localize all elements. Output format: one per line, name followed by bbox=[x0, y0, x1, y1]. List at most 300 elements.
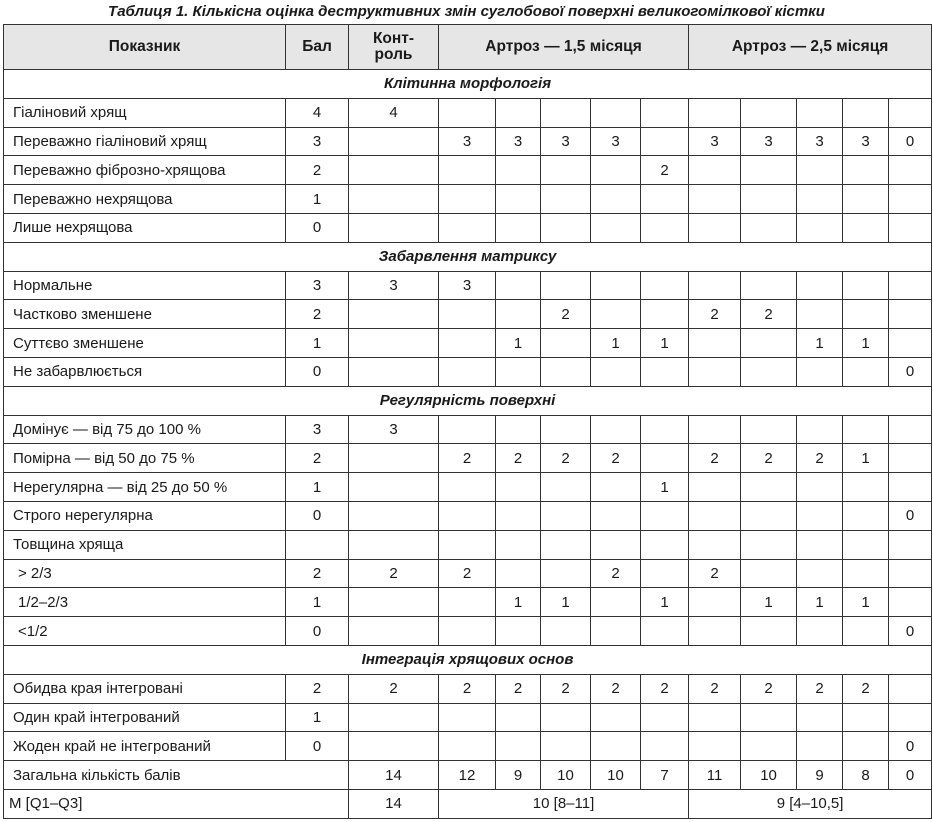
score-cell: 3 bbox=[286, 271, 349, 300]
row-label: Лише нехрящова bbox=[4, 213, 286, 242]
value-cell bbox=[349, 473, 439, 502]
value-cell: 1 bbox=[496, 329, 541, 358]
value-cell: 2 bbox=[591, 559, 641, 588]
table-caption: Таблиця 1. Кількісна оцінка деструктивних змін суглобової поверхні великогомілкової кістки bbox=[108, 3, 825, 20]
table-row bbox=[4, 732, 932, 761]
value-cell: 2 bbox=[541, 674, 591, 703]
value-cell: 1 bbox=[496, 588, 541, 617]
value-cell bbox=[496, 156, 541, 185]
value-cell bbox=[797, 703, 843, 732]
value-cell: 1 bbox=[843, 444, 889, 473]
value-cell bbox=[439, 357, 496, 386]
value-cell bbox=[496, 271, 541, 300]
value-cell: 1 bbox=[641, 329, 689, 358]
value-cell bbox=[349, 300, 439, 329]
value-cell: 2 bbox=[591, 674, 641, 703]
value-cell: 3 bbox=[591, 127, 641, 156]
value-cell bbox=[741, 185, 797, 214]
value-cell bbox=[541, 703, 591, 732]
value-cell bbox=[889, 444, 932, 473]
table-row bbox=[4, 415, 932, 444]
header-score: Бал bbox=[286, 25, 349, 70]
value-cell: 2 bbox=[741, 300, 797, 329]
value-cell: 2 bbox=[591, 444, 641, 473]
total-cell: 9 bbox=[797, 761, 843, 790]
total-cell: 8 bbox=[843, 761, 889, 790]
value-cell bbox=[689, 732, 741, 761]
value-cell bbox=[496, 213, 541, 242]
value-cell bbox=[843, 473, 889, 502]
value-cell: 0 bbox=[889, 617, 932, 646]
section-row bbox=[4, 242, 932, 271]
value-cell bbox=[541, 98, 591, 127]
value-cell bbox=[591, 357, 641, 386]
value-cell: 2 bbox=[741, 444, 797, 473]
value-cell: 1 bbox=[641, 588, 689, 617]
value-cell bbox=[496, 98, 541, 127]
value-cell bbox=[889, 415, 932, 444]
score-cell: 1 bbox=[286, 703, 349, 732]
value-cell bbox=[741, 329, 797, 358]
value-cell bbox=[349, 329, 439, 358]
value-cell bbox=[541, 473, 591, 502]
value-cell bbox=[439, 588, 496, 617]
value-cell bbox=[641, 213, 689, 242]
table-row bbox=[4, 213, 932, 242]
value-cell bbox=[496, 501, 541, 530]
value-cell: 4 bbox=[349, 98, 439, 127]
value-cell bbox=[689, 501, 741, 530]
score-cell: 3 bbox=[286, 415, 349, 444]
total-cell: 10 bbox=[741, 761, 797, 790]
value-cell bbox=[843, 617, 889, 646]
section-row bbox=[4, 70, 932, 99]
value-cell bbox=[689, 473, 741, 502]
value-cell bbox=[741, 617, 797, 646]
value-cell bbox=[741, 98, 797, 127]
value-cell bbox=[797, 98, 843, 127]
value-cell bbox=[439, 213, 496, 242]
row-label: 1/2–2/3 bbox=[4, 588, 286, 617]
value-cell: 2 bbox=[843, 674, 889, 703]
value-cell bbox=[439, 617, 496, 646]
value-cell bbox=[889, 473, 932, 502]
value-cell bbox=[541, 185, 591, 214]
scores-table bbox=[3, 24, 932, 819]
table-row bbox=[4, 300, 932, 329]
section-title: Забарвлення матриксу bbox=[4, 242, 932, 271]
value-cell: 0 bbox=[889, 501, 932, 530]
value-cell bbox=[889, 674, 932, 703]
value-cell bbox=[541, 357, 591, 386]
value-cell: 0 bbox=[889, 127, 932, 156]
value-cell bbox=[797, 300, 843, 329]
value-cell bbox=[541, 415, 591, 444]
header-control bbox=[349, 25, 439, 70]
value-cell bbox=[741, 156, 797, 185]
value-cell: 1 bbox=[541, 588, 591, 617]
value-cell bbox=[843, 703, 889, 732]
value-cell: 3 bbox=[797, 127, 843, 156]
value-cell bbox=[741, 271, 797, 300]
value-cell bbox=[641, 185, 689, 214]
row-label: Один край інтегрований bbox=[4, 703, 286, 732]
header-indicator: Показник bbox=[4, 25, 286, 70]
value-cell bbox=[349, 213, 439, 242]
value-cell bbox=[591, 703, 641, 732]
table-row bbox=[4, 473, 932, 502]
value-cell bbox=[439, 703, 496, 732]
value-cell bbox=[797, 271, 843, 300]
value-cell bbox=[689, 588, 741, 617]
value-cell bbox=[496, 415, 541, 444]
score-cell: 2 bbox=[286, 300, 349, 329]
value-cell bbox=[641, 617, 689, 646]
value-cell bbox=[843, 98, 889, 127]
value-cell bbox=[349, 357, 439, 386]
value-cell: 3 bbox=[439, 271, 496, 300]
value-cell: 2 bbox=[641, 674, 689, 703]
value-cell bbox=[591, 213, 641, 242]
value-cell: 1 bbox=[797, 329, 843, 358]
header-arthrosis-2-5: Артроз — 2,5 місяця bbox=[689, 25, 932, 70]
value-cell: 2 bbox=[797, 444, 843, 473]
score-cell: 1 bbox=[286, 329, 349, 358]
value-cell bbox=[541, 501, 591, 530]
value-cell: 0 bbox=[889, 357, 932, 386]
value-cell: 3 bbox=[541, 127, 591, 156]
median-control: 14 bbox=[349, 789, 439, 818]
median-arthrosis-2-5: 9 [4–10,5] bbox=[689, 789, 932, 818]
row-label: Частково зменшене bbox=[4, 300, 286, 329]
value-cell bbox=[689, 530, 741, 559]
score-cell bbox=[286, 530, 349, 559]
value-cell bbox=[741, 732, 797, 761]
value-cell bbox=[741, 559, 797, 588]
score-cell: 2 bbox=[286, 444, 349, 473]
value-cell bbox=[541, 559, 591, 588]
value-cell bbox=[541, 617, 591, 646]
table-body bbox=[4, 70, 932, 819]
score-cell: 0 bbox=[286, 213, 349, 242]
value-cell bbox=[439, 98, 496, 127]
value-cell bbox=[541, 732, 591, 761]
value-cell: 2 bbox=[349, 559, 439, 588]
value-cell bbox=[591, 98, 641, 127]
value-cell bbox=[496, 530, 541, 559]
value-cell bbox=[641, 300, 689, 329]
value-cell: 3 bbox=[843, 127, 889, 156]
table-row bbox=[4, 185, 932, 214]
value-cell bbox=[591, 617, 641, 646]
value-cell: 2 bbox=[541, 444, 591, 473]
table-row bbox=[4, 156, 932, 185]
value-cell bbox=[349, 444, 439, 473]
value-cell bbox=[496, 300, 541, 329]
total-cell: 12 bbox=[439, 761, 496, 790]
value-cell bbox=[797, 559, 843, 588]
value-cell bbox=[591, 473, 641, 502]
row-label: Обидва края інтегровані bbox=[4, 674, 286, 703]
row-label: Гіаліновий хрящ bbox=[4, 98, 286, 127]
value-cell bbox=[349, 530, 439, 559]
value-cell bbox=[843, 530, 889, 559]
total-cell: 11 bbox=[689, 761, 741, 790]
value-cell: 1 bbox=[591, 329, 641, 358]
value-cell bbox=[889, 185, 932, 214]
median-arthrosis-1-5: 10 [8–11] bbox=[439, 789, 689, 818]
value-cell: 2 bbox=[439, 559, 496, 588]
value-cell bbox=[689, 271, 741, 300]
value-cell: 2 bbox=[496, 674, 541, 703]
row-label: Переважно гіаліновий хрящ bbox=[4, 127, 286, 156]
row-label: > 2/3 bbox=[4, 559, 286, 588]
value-cell bbox=[889, 98, 932, 127]
value-cell bbox=[439, 415, 496, 444]
score-cell: 2 bbox=[286, 674, 349, 703]
value-cell bbox=[889, 271, 932, 300]
section-row bbox=[4, 386, 932, 415]
value-cell bbox=[496, 732, 541, 761]
score-cell: 1 bbox=[286, 185, 349, 214]
value-cell bbox=[689, 357, 741, 386]
score-cell: 0 bbox=[286, 732, 349, 761]
total-cell: 14 bbox=[349, 761, 439, 790]
value-cell bbox=[349, 617, 439, 646]
value-cell bbox=[641, 703, 689, 732]
value-cell bbox=[641, 559, 689, 588]
table-row bbox=[4, 444, 932, 473]
total-label: Загальна кількість балів bbox=[4, 761, 349, 790]
value-cell bbox=[843, 156, 889, 185]
value-cell: 2 bbox=[541, 300, 591, 329]
value-cell: 3 bbox=[439, 127, 496, 156]
value-cell bbox=[591, 156, 641, 185]
value-cell bbox=[797, 530, 843, 559]
total-cell: 9 bbox=[496, 761, 541, 790]
value-cell bbox=[797, 473, 843, 502]
value-cell: 2 bbox=[641, 156, 689, 185]
value-cell bbox=[889, 530, 932, 559]
row-label: Суттєво зменшене bbox=[4, 329, 286, 358]
value-cell: 2 bbox=[439, 674, 496, 703]
value-cell bbox=[541, 329, 591, 358]
value-cell bbox=[689, 617, 741, 646]
header-row bbox=[4, 25, 932, 70]
median-row bbox=[4, 789, 932, 818]
value-cell bbox=[496, 559, 541, 588]
value-cell bbox=[591, 588, 641, 617]
score-cell: 3 bbox=[286, 127, 349, 156]
value-cell bbox=[797, 357, 843, 386]
value-cell bbox=[349, 501, 439, 530]
value-cell bbox=[541, 213, 591, 242]
value-cell bbox=[641, 357, 689, 386]
value-cell: 1 bbox=[843, 588, 889, 617]
score-cell: 2 bbox=[286, 559, 349, 588]
value-cell bbox=[741, 357, 797, 386]
value-cell bbox=[889, 329, 932, 358]
value-cell bbox=[797, 501, 843, 530]
row-label: Нормальне bbox=[4, 271, 286, 300]
value-cell: 2 bbox=[689, 559, 741, 588]
value-cell: 2 bbox=[689, 674, 741, 703]
value-cell bbox=[843, 732, 889, 761]
value-cell bbox=[591, 501, 641, 530]
value-cell bbox=[541, 530, 591, 559]
row-label: Нерегулярна — від 25 до 50 % bbox=[4, 473, 286, 502]
value-cell bbox=[591, 415, 641, 444]
value-cell bbox=[889, 300, 932, 329]
value-cell: 3 bbox=[689, 127, 741, 156]
value-cell bbox=[689, 703, 741, 732]
value-cell bbox=[641, 444, 689, 473]
value-cell bbox=[591, 271, 641, 300]
value-cell bbox=[689, 156, 741, 185]
value-cell bbox=[843, 213, 889, 242]
value-cell bbox=[741, 213, 797, 242]
table-row bbox=[4, 357, 932, 386]
score-cell: 0 bbox=[286, 357, 349, 386]
header-control-line1: Конт- bbox=[372, 30, 415, 47]
value-cell bbox=[591, 732, 641, 761]
value-cell bbox=[889, 588, 932, 617]
value-cell bbox=[741, 415, 797, 444]
value-cell bbox=[496, 473, 541, 502]
median-label: M [Q1–Q3] bbox=[4, 789, 349, 818]
value-cell bbox=[641, 98, 689, 127]
value-cell bbox=[349, 588, 439, 617]
header-control-line2: роль bbox=[374, 46, 413, 63]
value-cell bbox=[843, 185, 889, 214]
row-label: Переважно нехрящова bbox=[4, 185, 286, 214]
value-cell bbox=[889, 156, 932, 185]
total-cell: 10 bbox=[541, 761, 591, 790]
table-row bbox=[4, 127, 932, 156]
score-cell: 2 bbox=[286, 156, 349, 185]
value-cell bbox=[689, 329, 741, 358]
header-arthrosis-1-5: Артроз — 1,5 місяця bbox=[439, 25, 689, 70]
score-cell: 1 bbox=[286, 473, 349, 502]
row-label: Жоден край не інтегрований bbox=[4, 732, 286, 761]
value-cell bbox=[349, 732, 439, 761]
value-cell bbox=[889, 703, 932, 732]
row-label: Строго нерегулярна bbox=[4, 501, 286, 530]
value-cell bbox=[349, 127, 439, 156]
section-title: Інтеграція хрящових основ bbox=[4, 645, 932, 674]
table-row bbox=[4, 501, 932, 530]
value-cell bbox=[843, 300, 889, 329]
score-cell: 0 bbox=[286, 617, 349, 646]
value-cell bbox=[843, 501, 889, 530]
value-cell: 1 bbox=[797, 588, 843, 617]
value-cell: 2 bbox=[349, 674, 439, 703]
value-cell bbox=[439, 156, 496, 185]
value-cell bbox=[741, 530, 797, 559]
value-cell bbox=[496, 185, 541, 214]
table-row bbox=[4, 98, 932, 127]
value-cell bbox=[641, 732, 689, 761]
value-cell: 2 bbox=[689, 444, 741, 473]
value-cell: 3 bbox=[349, 271, 439, 300]
row-label: Помірна — від 50 до 75 % bbox=[4, 444, 286, 473]
value-cell bbox=[797, 185, 843, 214]
value-cell bbox=[689, 98, 741, 127]
value-cell bbox=[797, 156, 843, 185]
value-cell bbox=[843, 559, 889, 588]
value-cell bbox=[689, 415, 741, 444]
value-cell bbox=[439, 473, 496, 502]
value-cell: 3 bbox=[741, 127, 797, 156]
value-cell: 0 bbox=[889, 732, 932, 761]
table-row bbox=[4, 559, 932, 588]
score-cell: 4 bbox=[286, 98, 349, 127]
value-cell: 3 bbox=[349, 415, 439, 444]
value-cell bbox=[439, 185, 496, 214]
value-cell: 1 bbox=[843, 329, 889, 358]
table-row bbox=[4, 329, 932, 358]
row-label: Переважно фіброзно-хрящова bbox=[4, 156, 286, 185]
section-title: Регулярність поверхні bbox=[4, 386, 932, 415]
value-cell bbox=[797, 732, 843, 761]
value-cell bbox=[439, 329, 496, 358]
value-cell bbox=[496, 357, 541, 386]
value-cell bbox=[349, 703, 439, 732]
row-label: <1/2 bbox=[4, 617, 286, 646]
total-cell: 0 bbox=[889, 761, 932, 790]
value-cell bbox=[641, 271, 689, 300]
value-cell bbox=[439, 501, 496, 530]
value-cell: 2 bbox=[797, 674, 843, 703]
value-cell bbox=[641, 415, 689, 444]
value-cell: 2 bbox=[439, 444, 496, 473]
value-cell bbox=[843, 271, 889, 300]
value-cell bbox=[843, 357, 889, 386]
table-row bbox=[4, 703, 932, 732]
value-cell bbox=[741, 501, 797, 530]
value-cell: 3 bbox=[496, 127, 541, 156]
score-cell: 1 bbox=[286, 588, 349, 617]
table-row bbox=[4, 617, 932, 646]
value-cell bbox=[496, 617, 541, 646]
value-cell: 2 bbox=[689, 300, 741, 329]
total-cell: 10 bbox=[591, 761, 641, 790]
section-title: Клітинна морфологія bbox=[4, 70, 932, 99]
value-cell bbox=[797, 415, 843, 444]
value-cell bbox=[541, 156, 591, 185]
value-cell: 2 bbox=[741, 674, 797, 703]
total-cell: 7 bbox=[641, 761, 689, 790]
value-cell bbox=[741, 703, 797, 732]
value-cell bbox=[349, 156, 439, 185]
value-cell bbox=[591, 185, 641, 214]
value-cell bbox=[641, 501, 689, 530]
value-cell bbox=[496, 703, 541, 732]
row-label: Не забарвлюється bbox=[4, 357, 286, 386]
value-cell bbox=[843, 415, 889, 444]
value-cell: 1 bbox=[741, 588, 797, 617]
value-cell bbox=[641, 127, 689, 156]
value-cell bbox=[797, 213, 843, 242]
value-cell bbox=[641, 530, 689, 559]
total-row bbox=[4, 761, 932, 790]
value-cell bbox=[797, 617, 843, 646]
section-row bbox=[4, 645, 932, 674]
row-label: Домінує — від 75 до 100 % bbox=[4, 415, 286, 444]
score-cell: 0 bbox=[286, 501, 349, 530]
value-cell bbox=[741, 473, 797, 502]
table-row bbox=[4, 530, 932, 559]
